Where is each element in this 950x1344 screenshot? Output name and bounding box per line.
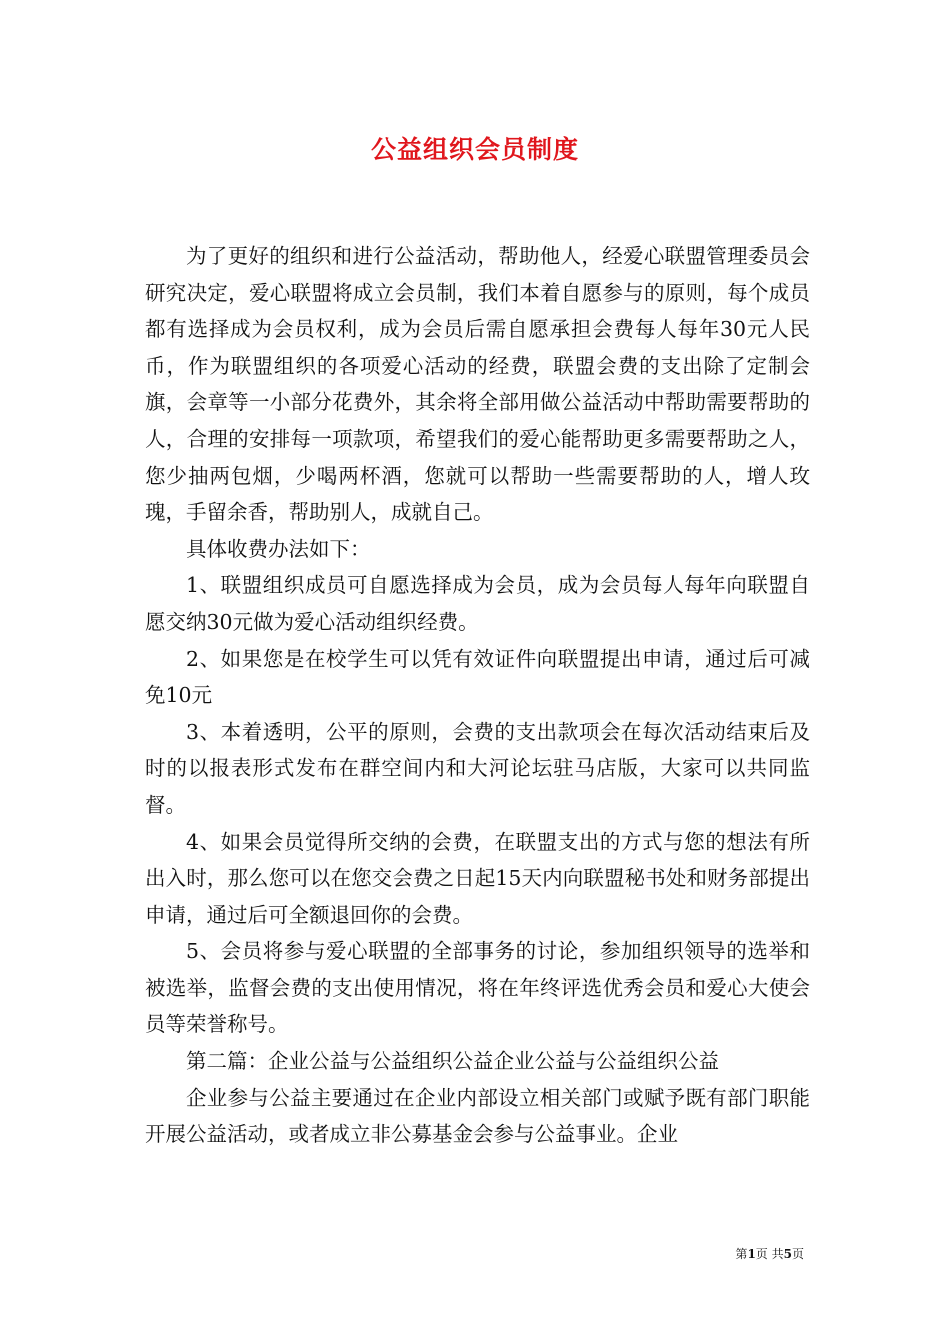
document-body	[145, 238, 810, 1153]
paragraph-rule-2: 2、如果您是在校学生可以凭有效证件向联盟提出申请，通过后可减免10元	[145, 646, 810, 708]
paragraph-second-article-body: 企业参与公益主要通过在企业内部设立相关部门或赋予既有部门职能开展公益活动，或者成立非公募基金会参与公益事业。企业	[145, 1085, 810, 1147]
footer-prefix: 第	[735, 1247, 748, 1261]
paragraph-rule-1: 1、联盟组织成员可自愿选择成为会员，成为会员每人每年向联盟自愿交纳30元做为爱心活动组织经费。	[145, 573, 810, 634]
footer-middle: 页 共	[755, 1247, 784, 1261]
paragraph-rule-4: 4、如果会员觉得所交纳的会费，在联盟支出的方式与您的想法有所出入时，那么您可以在您交会费之日起15天内向联盟秘书处和财务部提出申请，通过后可全额退回你的会费。	[145, 829, 810, 927]
paragraph-fee-heading: 具体收费办法如下：	[186, 536, 371, 561]
footer-current-page: 1	[747, 1247, 756, 1261]
paragraph-rule-3: 3、本着透明，公平的原则，会费的支出款项会在每次活动结束后及时的以报表形式发布在群空间内和大河论坛驻马店版，大家可以共同监督。	[145, 719, 810, 817]
paragraph-intro: 为了更好的组织和进行公益活动，帮助他人，经爱心联盟管理委员会研究决定，爱心联盟将成立会员制，我们本着自愿参与的原则，每个成员都有选择成为会员权利，成为会员后需自愿承担会费每人每年30元人民币，作为联盟组织的各项爱心活动的经费，联盟会费的支出除了定制会旗，会章等一小部分花费外，其余将全部用做公益活动中帮助需要帮助的人，合理的安排每一项款项，希望我们的爱心能帮助更多需要帮助之人，您少抽两包烟，少喝两杯酒，您就可以帮助一些需要帮助的人，增人玫瑰，手留余香，帮助别人，成就自己。	[145, 244, 810, 525]
footer-suffix: 页	[791, 1247, 804, 1261]
document-title: 公益组织会员制度	[370, 135, 579, 164]
paragraph-rule-5: 5、会员将参与爱心联盟的全部事务的讨论，参加组织领导的选举和被选举，监督会费的支出使用情况，将在年终评选优秀会员和爱心大使会员等荣誉称号。	[145, 939, 810, 1037]
page-number-footer	[735, 1245, 804, 1262]
paragraph-second-article-heading: 第二篇：企业公益与公益组织公益企业公益与公益组织公益	[186, 1049, 719, 1074]
footer-total-pages: 5	[783, 1247, 792, 1261]
